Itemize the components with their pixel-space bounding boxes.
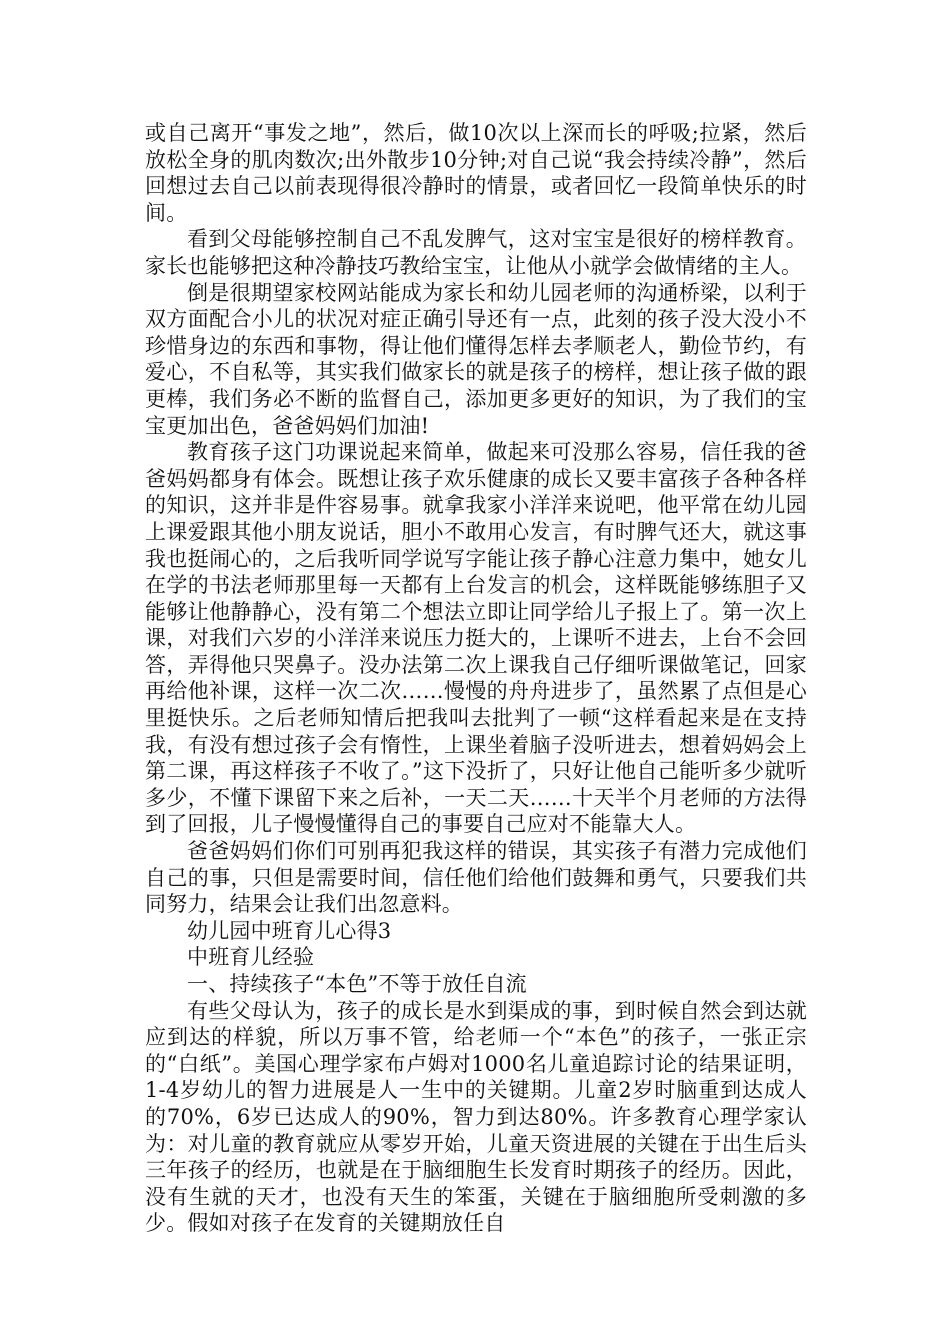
point-heading-1: 一、持续孩子“本色”不等于放任自流: [187, 972, 527, 996]
paragraph-calligraphy-story: 教育孩子这门功课说起来简单，做起来可没那么容易，信任我的爸爸妈妈都身有体会。既想让孩子欢乐健康的成长又要丰富孩子各种各样的知识，这并非是件容易事。就拿我家小洋洋来说吧，他平常在幼儿园上课爱跟其他小朋友说话，胆小不敢用心发言，有时脾气还大，就这事我也挺闹心的，之后我听同学说写字能让孩子静心注意力集中，她女儿在学的书法老师那里每一天都有上台发言的机会，这样既能够练胆子又能够让他静静心，没有第二个想法立即让同学给儿子报上了。第一次上课，对我们六岁的小洋洋来说压力挺大的，上课听不进去，上台不会回答，弄得他只哭鼻子。没办法第二次上课我自己仔细听课做笔记，回家再给他补课，这样一次二次……慢慢的舟舟进步了，虽然累了点但是心里挺快乐。之后老师知情后把我叫去批判了一顿“这样看起来是在支持我，有没有想过孩子会有惰性，上课坐着脑子没听进去，想着妈妈会上第二课，再这样孩子不收了。”这下没折了，只好让他自己能听多少就听多少，不懂下课留下来之后补，一天二天……十天半个月老师的方法得到了回报，儿子慢慢懂得自己的事要自己应对不能靠大人。: [145, 440, 807, 837]
subsection-title: 中班育儿经验: [187, 945, 315, 970]
document-body: [145, 120, 807, 1237]
paragraph-advice: 爸爸妈妈们你们可别再犯我这样的错误，其实孩子有潜力完成他们自己的事，只但是需要时间，信任他们给他们鼓舞和勇气，只要我们共同努力，结果会让我们出忽意料。: [145, 839, 807, 917]
paragraph-early-development: 有些父母认为，孩子的成长是水到渠成的事，到时候自然会到达就应到达的样貌，所以万事不管，给老师一个“本色”的孩子，一张正宗的“白纸”。美国心理学家布卢姆对1000名儿童追踪讨论的结果证明，1-4岁幼儿的智力进展是人一生中的关键期。儿童2岁时脑重到达成人的70%，6岁已达成人的90%，智力到达80%。许多教育心理学家认为：对儿童的教育就应从零岁开始，儿童天资进展的关键在于出生后头三年孩子的经历，也就是在于脑细胞生长发育时期孩子的经历。因此，没有生就的天才，也没有天生的笨蛋，关键在于脑细胞所受刺激的多少。假如对孩子在发育的关键期放任自: [145, 998, 807, 1236]
paragraph-role-model: 看到父母能够控制自己不乱发脾气，这对宝宝是很好的榜样教育。家长也能够把这种冷静技巧教给宝宝，让他从小就学会做情绪的主人。: [145, 227, 807, 278]
section-title: 幼儿园中班育儿心得3: [187, 918, 392, 943]
paragraph-school-bridge: 倒是很期望家校网站能成为家长和幼儿园老师的沟通桥梁，以利于双方面配合小儿的状况对症正确引导还有一点，此刻的孩子没大没小不珍惜身边的东西和事物，得让他们懂得怎样去孝顺老人，勤俭节约，有爱心，不自私等，其实我们做家长的就是孩子的榜样，想让孩子做的跟更棒，我们务必不断的监督自己，添加更多更好的知识，为了我们的宝宝更加出色，爸爸妈妈们加油!: [145, 280, 807, 438]
paragraph-calm-techniques: 或自己离开“事发之地”，然后，做10次以上深而长的呼吸;拉紧，然后放松全身的肌肉数次;出外散步10分钟;对自己说“我会持续冷静”，然后回想过去自己以前表现得很冷静时的情景，或者回忆一段简单快乐的时间。: [145, 121, 807, 225]
